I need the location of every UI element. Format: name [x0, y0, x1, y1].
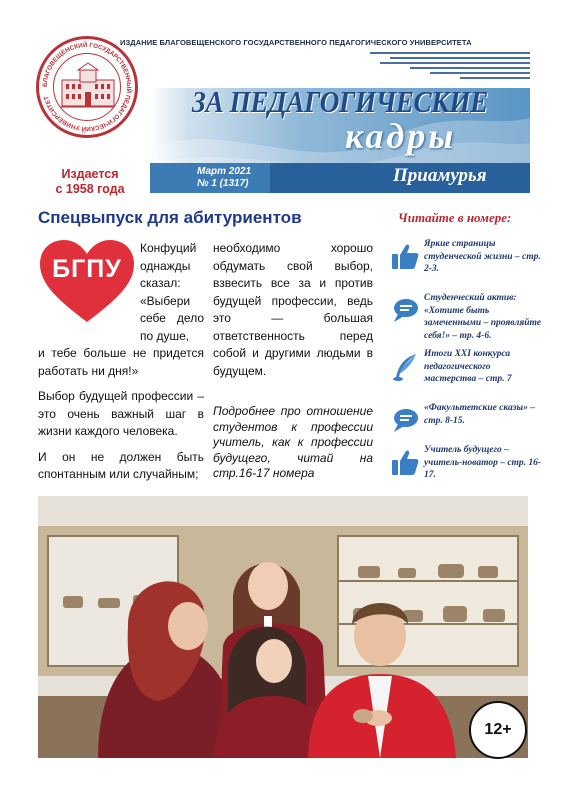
- article-headline: Спецвыпуск для абитуриентов: [38, 208, 302, 227]
- issue-number: № 1 (1317): [197, 178, 249, 189]
- contents-item-text: Итоги XXI конкурса педагогического мастерства – стр. 7: [424, 349, 512, 384]
- article-paragraph: необходимо хорошо обдумать свой выбор, взвесить все за и против будущей профессии, ведь это — большая ответственность перед собой и другими людьми в будущем.: [213, 241, 373, 378]
- article-col1: [38, 345, 204, 492]
- chat-bubbles-icon: [390, 296, 420, 326]
- published-since: [30, 167, 150, 197]
- article-paragraph: и тебе больше не придется работать ни дня!»: [38, 346, 204, 378]
- contents-item-text: Яркие страницы студенческой жизни – стр. 2-3.: [424, 239, 541, 274]
- contents-item-text: Студенческий актив: «Хотите быть замеченными – проявляйте себя!» – тр. 4-6.: [424, 293, 542, 341]
- contents-item-text: «Факультетские сказы» – стр. 8-15.: [424, 403, 535, 426]
- quill-pen-icon: [390, 352, 420, 382]
- svg-text:БЛАГОВЕЩЕНСКИЙ ГОСУДАРСТВЕННЫЙ: БЛАГОВЕЩЕНСКИЙ ГОСУДАРСТВЕННЫЙ ПЕДАГОГИЧЕСКИЙ УНИВЕРСИТЕТ: [41, 41, 133, 133]
- newspaper-title-second-line: кадры: [345, 116, 457, 156]
- age-rating-badge: 12+: [469, 701, 527, 759]
- thumbs-up-icon: [390, 242, 420, 272]
- article-read-more: Подробнее про отношение студентов к профессии учитель, как к профессии будущего, читай на стр.16-17 номера: [213, 404, 373, 480]
- thumbs-up-icon: [390, 448, 420, 478]
- publisher-line: ИЗДАНИЕ БЛАГОВЕЩЕНСКОГО ГОСУДАРСТВЕННОГО ПЕДАГОГИЧЕСКОГО УНИВЕРСИТЕТА: [120, 38, 472, 47]
- article-col2: [213, 240, 373, 506]
- contents-item-text: Учитель будущего – учитель-новатор – стр. 16-17.: [424, 445, 542, 480]
- since-line1: Издается: [61, 167, 119, 181]
- chat-bubbles-icon: [390, 406, 420, 436]
- article-paragraph: И он не должен быть спонтанным или случайным;: [38, 449, 204, 481]
- article-paragraph: Выбор будущей профессии – это очень важный шаг в жизни каждого человека.: [38, 389, 204, 438]
- newspaper-title: ЗА ПЕДАГОГИЧЕСКИЕ: [192, 84, 488, 119]
- contents-item[interactable]: [382, 292, 542, 342]
- university-seal: [36, 36, 138, 138]
- bgpu-logo-text: БГПУ: [52, 255, 122, 283]
- contents-item[interactable]: [382, 238, 542, 288]
- since-line2: с 1958 года: [55, 182, 125, 196]
- seal-building-image: [53, 53, 121, 121]
- contents-item[interactable]: [382, 348, 542, 398]
- contents-title: Читайте в номере:: [398, 210, 512, 225]
- issue-date: Март 2021: [197, 166, 252, 177]
- decorative-stripes: [370, 52, 530, 82]
- contents-item[interactable]: [382, 444, 542, 494]
- issue-info: [197, 166, 251, 190]
- students-photo: [38, 496, 528, 758]
- article-col1-top: Конфуций однажды сказал: «Выбери себе дело по душе,: [140, 241, 204, 343]
- region-title: Приамурья: [393, 165, 487, 186]
